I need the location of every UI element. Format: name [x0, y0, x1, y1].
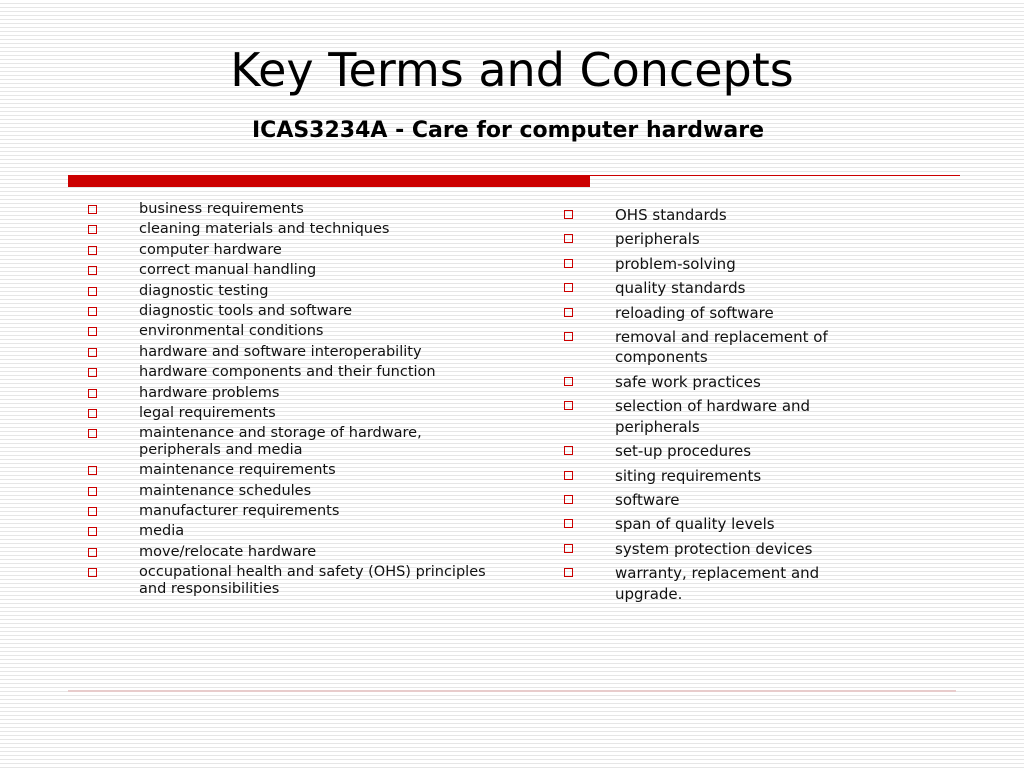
list-item-label: warranty, replacement and upgrade. — [615, 564, 820, 603]
list-item — [564, 539, 884, 560]
square-bullet-icon — [564, 210, 573, 219]
square-bullet-icon — [564, 401, 573, 410]
list-item-label: business requirements — [139, 201, 304, 217]
square-bullet-icon — [88, 507, 97, 516]
list-item-label: reloading of software — [615, 303, 774, 322]
title-divider-bar — [68, 175, 590, 187]
list-item — [88, 483, 488, 500]
list-item-label: removal and replacement of components — [615, 327, 828, 367]
list-item-label: set-up procedures — [615, 442, 752, 461]
square-bullet-icon — [88, 327, 97, 336]
list-item — [88, 221, 488, 238]
list-item-label: system protection devices — [615, 539, 813, 558]
square-bullet-icon — [88, 466, 97, 475]
list-item — [564, 327, 884, 368]
list-item — [88, 385, 488, 402]
list-item-label: selection of hardware and peripherals — [615, 397, 811, 436]
list-item-label: correct manual handling — [139, 262, 317, 279]
list-item-label: cleaning materials and techniques — [139, 221, 390, 238]
list-item — [564, 396, 884, 437]
square-bullet-icon — [564, 377, 573, 386]
list-item — [88, 425, 488, 458]
square-bullet-icon — [88, 429, 97, 438]
left-term-list — [88, 201, 488, 601]
square-bullet-icon — [88, 368, 97, 377]
square-bullet-icon — [88, 409, 97, 418]
list-item — [564, 466, 884, 487]
list-item — [88, 323, 488, 340]
list-item-label: environmental conditions — [139, 323, 324, 340]
square-bullet-icon — [88, 568, 97, 577]
list-item-label: move/relocate hardware — [139, 543, 317, 560]
slide-title: Key Terms and Concepts — [230, 43, 794, 97]
list-item-label: hardware components and their function — [139, 364, 436, 381]
title-divider-line — [590, 175, 960, 176]
list-item-label: hardware problems — [139, 384, 280, 401]
square-bullet-icon — [564, 544, 573, 553]
list-item — [88, 523, 488, 540]
list-item — [88, 544, 488, 561]
list-item-label: diagnostic tools and software — [139, 302, 353, 319]
square-bullet-icon — [564, 471, 573, 480]
list-item-label: media — [139, 523, 185, 540]
list-item — [88, 564, 488, 597]
square-bullet-icon — [88, 266, 97, 275]
list-item — [88, 344, 488, 361]
square-bullet-icon — [564, 259, 573, 268]
list-item-label: computer hardware — [139, 241, 282, 258]
list-item — [88, 242, 488, 259]
list-item — [88, 405, 488, 422]
square-bullet-icon — [88, 548, 97, 557]
square-bullet-icon — [88, 225, 97, 234]
square-bullet-icon — [564, 519, 573, 528]
square-bullet-icon — [88, 487, 97, 496]
square-bullet-icon — [88, 205, 97, 214]
list-item — [564, 303, 884, 324]
list-item-label: maintenance requirements — [139, 462, 336, 479]
list-item-label: occupational health and safety (OHS) principles and responsibilities — [139, 564, 486, 597]
list-item — [88, 262, 488, 279]
square-bullet-icon — [564, 446, 573, 455]
list-item-label: siting requirements — [615, 466, 762, 485]
square-bullet-icon — [564, 332, 573, 341]
list-item — [564, 563, 884, 604]
footer-divider-line — [68, 690, 956, 692]
list-item — [88, 303, 488, 320]
square-bullet-icon — [88, 246, 97, 255]
square-bullet-icon — [88, 287, 97, 296]
list-item-label: maintenance schedules — [139, 482, 312, 499]
list-item-label: legal requirements — [139, 404, 276, 421]
list-item — [88, 462, 488, 479]
list-item-label: software — [615, 490, 680, 509]
square-bullet-icon — [564, 234, 573, 243]
square-bullet-icon — [564, 495, 573, 504]
list-item — [88, 503, 488, 520]
list-item — [564, 229, 884, 250]
list-item — [88, 283, 488, 300]
list-item — [88, 201, 488, 218]
right-term-list — [564, 205, 884, 608]
list-item-label: maintenance and storage of hardware, peripherals and media — [139, 425, 422, 458]
square-bullet-icon — [88, 527, 97, 536]
list-item-label: hardware and software interoperability — [139, 343, 422, 360]
slide-subtitle: ICAS3234A - Care for computer hardware — [251, 118, 764, 143]
square-bullet-icon — [88, 348, 97, 357]
square-bullet-icon — [564, 308, 573, 317]
list-item — [564, 254, 884, 275]
list-item — [564, 514, 884, 535]
list-item-label: safe work practices — [615, 372, 761, 391]
square-bullet-icon — [88, 307, 97, 316]
list-item — [564, 441, 884, 462]
list-item-label: manufacturer requirements — [139, 502, 340, 519]
square-bullet-icon — [564, 283, 573, 292]
square-bullet-icon — [564, 568, 573, 577]
list-item-label: problem-solving — [615, 254, 736, 273]
list-item-label: quality standards — [615, 279, 746, 298]
list-item-label: peripherals — [615, 230, 700, 249]
list-item-label: diagnostic testing — [139, 282, 269, 299]
list-item — [564, 490, 884, 511]
list-item — [88, 364, 488, 381]
list-item — [564, 278, 884, 299]
square-bullet-icon — [88, 389, 97, 398]
list-item — [564, 205, 884, 226]
list-item-label: span of quality levels — [615, 515, 775, 534]
list-item-label: OHS standards — [615, 206, 727, 224]
list-item — [564, 372, 884, 393]
